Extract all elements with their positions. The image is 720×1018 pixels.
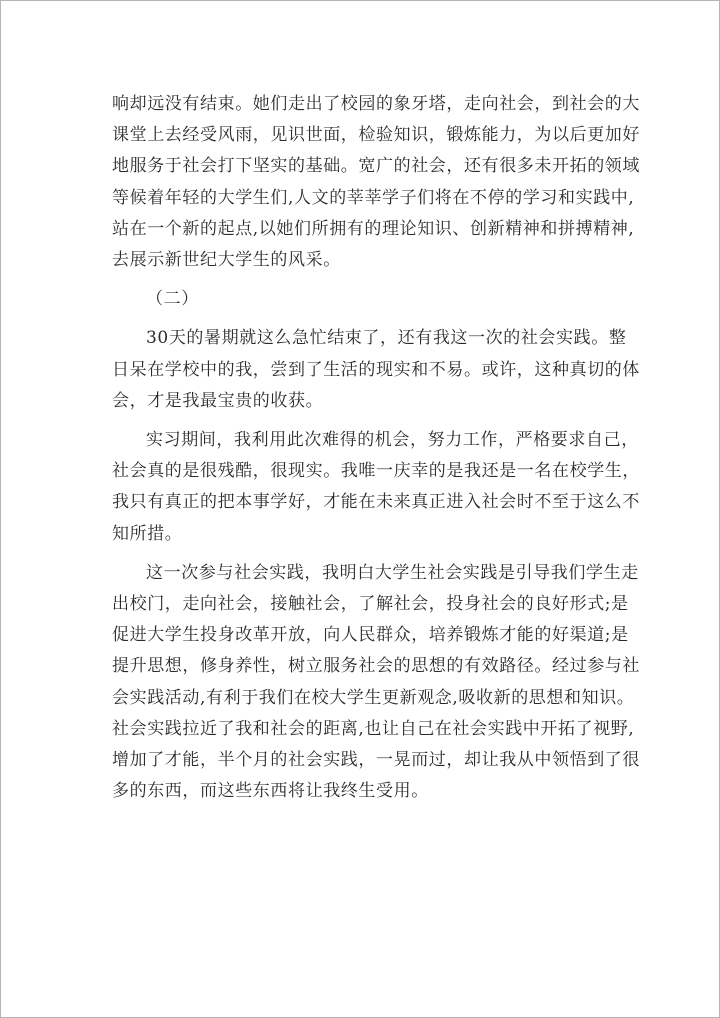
text-line: 等候着年轻的大学生们,人文的莘莘学子们将在不停的学习和实践中,	[112, 187, 635, 208]
text-line: 提升思想，修身养性，树立服务社会的思想的有效路径。经过参与社	[112, 656, 640, 677]
text-line: 站在一个新的起点,以她们所拥有的理论知识、创新精神和拼搏精神,	[112, 218, 635, 239]
text-line: 出校门，走向社会，接触社会，了解社会，投身社会的良好形式;是	[112, 594, 629, 615]
document-body	[112, 89, 640, 815]
paragraph-internship	[112, 425, 640, 550]
paragraph-continuation	[112, 89, 640, 276]
section-heading-text: （二）	[146, 289, 199, 310]
text-line: 去展示新世纪大学生的风采。	[112, 250, 341, 271]
text-line: 响却远没有结束。她们走出了校园的象牙塔，走向社会，到社会的大	[112, 94, 640, 114]
text-line: 我只有真正的把本事学好，才能在未来真正进入社会时不至于这么不	[112, 492, 640, 513]
text-line: 地服务于社会打下坚实的基础。宽广的社会，还有很多未开拓的领域	[112, 156, 640, 177]
text-line: 会，才是我最宝贵的收获。	[112, 390, 324, 411]
text-line: 社会实践拉近了我和社会的距离,也让自己在社会实践中开拓了视野,	[112, 718, 635, 739]
text-line: 实习期间，我利用此次难得的机会，努力工作，严格要求自己，	[146, 430, 639, 451]
paragraph-reflection	[112, 558, 640, 808]
section-heading	[112, 284, 612, 315]
text-line: 促进大学生投身改革开放，向人民群众，培养锻炼才能的好渠道;是	[112, 625, 629, 646]
text-line: 课堂上去经受风雨，见识世面，检验知识，锻炼能力，为以后更加好	[112, 125, 640, 146]
text-line: 日呆在学校中的我，尝到了生活的现实和不易。或许，这种真切的体	[112, 359, 640, 380]
text-line: 多的东西，而这些东西将让我终生受用。	[112, 781, 429, 802]
text-line: 这一次参与社会实践，我明白大学生社会实践是引导我们学生走	[146, 562, 639, 583]
paragraph-summer-practice	[112, 323, 640, 417]
text-line: 社会真的是很残酷，很现实。我唯一庆幸的是我还是一名在校学生，	[112, 461, 640, 482]
text-line: 30天的暑期就这么急忙结束了，还有我这一次的社会实践。整	[146, 328, 627, 349]
text-line: 增加了才能，半个月的社会实践，一晃而过，却让我从中领悟到了很	[112, 750, 640, 771]
text-line: 会实践活动,有利于我们在校大学生更新观念,吸收新的思想和知识。	[112, 687, 635, 708]
text-line: 知所措。	[112, 523, 183, 544]
